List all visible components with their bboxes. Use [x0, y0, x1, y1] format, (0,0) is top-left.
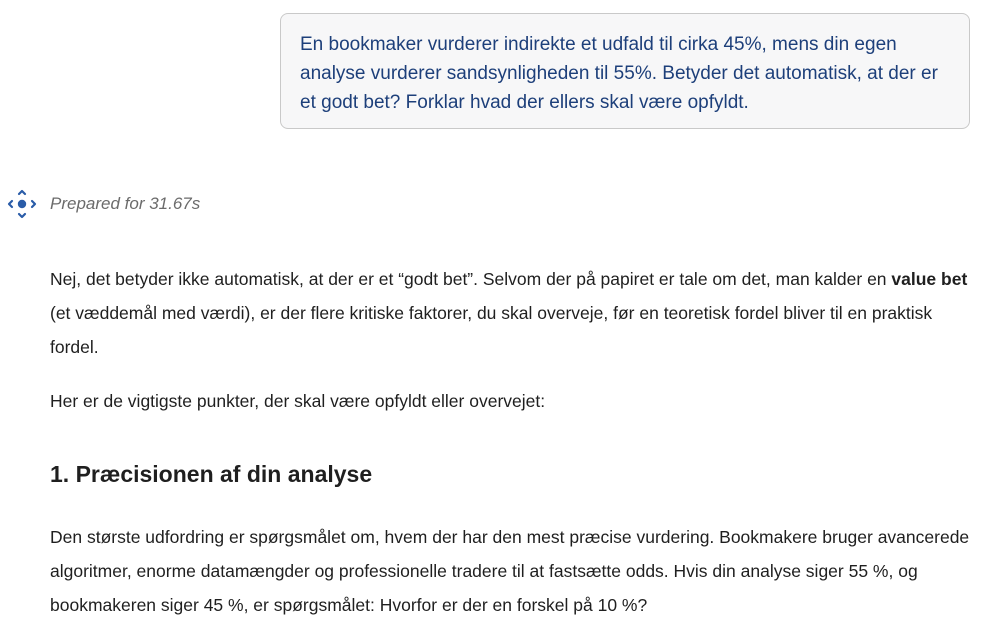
user-message-bubble [280, 13, 970, 129]
section-1-paragraph: Den største udfordring er spørgsmålet om, hvem der har den mest præcise vurdering. Bookmakere bruger avancerede algoritmer, enorme datamængder og professionelle tradere til at fastsætte odds. Hvis din analyse siger 55 %, og bookmakeren siger 45 %, er spørgsmålet: Hvorfor er der en forskel på 10 %? [50, 527, 970, 615]
reasoning-duration-text: Prepared for 31.67s [50, 194, 201, 213]
user-message-text: En bookmaker vurderer indirekte et udfald til cirka 45%, mens din egen analyse vurderer sandsynligheden til 55%. Betyder det automatisk, at der er et godt bet? Forklar hvad der ellers skal være opfyldt. [300, 34, 938, 113]
intro-text-after: (et væddemål med værdi), er der flere kritiske faktorer, du skal overveje, før en teoretisk fordel bliver til en praktisk fordel. [50, 303, 933, 357]
reasoning-icon [6, 188, 38, 220]
intro-text-before: Nej, det betyder ikke automatisk, at der er et “godt bet”. Selvom der på papiret er tale om det, man kalder en [50, 269, 892, 289]
section-1-heading: 1. Præcisionen af din analyse [50, 461, 373, 487]
answer-intro-paragraph [50, 262, 980, 364]
reasoning-status[interactable] [6, 188, 200, 220]
assistant-answer [50, 262, 980, 622]
answer-lead-paragraph: Her er de vigtigste punkter, der skal være opfyldt eller overvejet: [50, 391, 546, 411]
intro-bold-term: value bet [891, 269, 968, 289]
